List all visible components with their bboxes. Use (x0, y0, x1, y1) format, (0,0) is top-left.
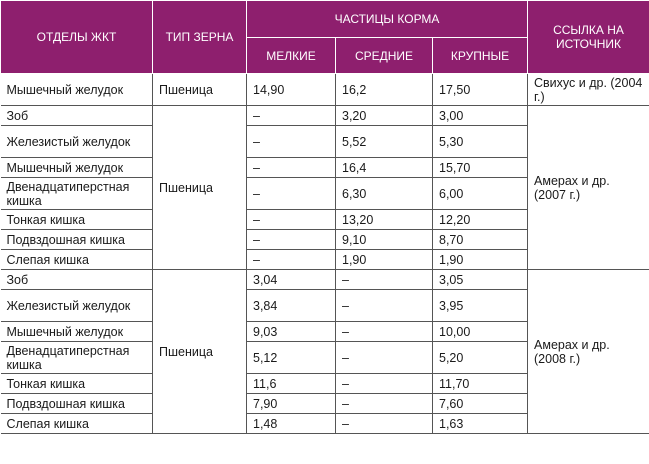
cell-dept: Железистый желудок (1, 290, 153, 322)
header-small: МЕЛКИЕ (247, 38, 336, 74)
cell-large: 8,70 (433, 230, 528, 250)
cell-small: – (247, 230, 336, 250)
cell-medium: – (336, 342, 433, 374)
cell-ref: Свихус и др. (2004 г.) (528, 74, 649, 106)
cell-small: 11,6 (247, 374, 336, 394)
table-row (1, 270, 649, 290)
header-dept: ОТДЕЛЫ ЖКТ (1, 1, 153, 74)
cell-small: 9,03 (247, 322, 336, 342)
cell-dept: Двенадцатиперстная кишка (1, 178, 153, 210)
cell-small: 3,84 (247, 290, 336, 322)
cell-ref: Амерах и др. (2007 г.) (528, 106, 649, 270)
cell-dept: Мышечный желудок (1, 322, 153, 342)
cell-small: 5,12 (247, 342, 336, 374)
cell-grain: Пшеница (153, 270, 247, 434)
cell-small: – (247, 250, 336, 270)
cell-dept: Двенадцатиперстная кишка (1, 342, 153, 374)
table-body (1, 74, 649, 434)
table-header (1, 1, 649, 74)
cell-small: 7,90 (247, 394, 336, 414)
cell-grain: Пшеница (153, 106, 247, 270)
cell-medium: 16,4 (336, 158, 433, 178)
cell-large: 6,00 (433, 178, 528, 210)
cell-small: 3,04 (247, 270, 336, 290)
cell-medium: 13,20 (336, 210, 433, 230)
cell-ref: Амерах и др. (2008 г.) (528, 270, 649, 434)
cell-large: 1,63 (433, 414, 528, 434)
cell-dept: Слепая кишка (1, 250, 153, 270)
cell-dept: Подвздошная кишка (1, 230, 153, 250)
cell-large: 3,00 (433, 106, 528, 126)
cell-large: 5,30 (433, 126, 528, 158)
cell-small: – (247, 106, 336, 126)
cell-large: 3,05 (433, 270, 528, 290)
header-ref: ССЫЛКА НА ИСТОЧНИК (528, 1, 649, 74)
cell-dept: Подвздошная кишка (1, 394, 153, 414)
cell-dept: Тонкая кишка (1, 210, 153, 230)
cell-dept: Мышечный желудок (1, 74, 153, 106)
cell-large: 11,70 (433, 374, 528, 394)
cell-large: 10,00 (433, 322, 528, 342)
cell-large: 17,50 (433, 74, 528, 106)
cell-dept: Мышечный желудок (1, 158, 153, 178)
cell-medium: 3,20 (336, 106, 433, 126)
cell-medium: 9,10 (336, 230, 433, 250)
cell-medium: – (336, 322, 433, 342)
cell-dept: Зоб (1, 270, 153, 290)
cell-small: – (247, 158, 336, 178)
cell-medium: 1,90 (336, 250, 433, 270)
cell-dept: Зоб (1, 106, 153, 126)
table-row (1, 74, 649, 106)
cell-medium: – (336, 374, 433, 394)
cell-large: 1,90 (433, 250, 528, 270)
cell-medium: – (336, 394, 433, 414)
cell-small: – (247, 210, 336, 230)
cell-small: 1,48 (247, 414, 336, 434)
cell-dept: Слепая кишка (1, 414, 153, 434)
cell-large: 5,20 (433, 342, 528, 374)
header-medium: СРЕДНИЕ (336, 38, 433, 74)
table-row (1, 106, 649, 126)
cell-medium: 16,2 (336, 74, 433, 106)
cell-small: – (247, 178, 336, 210)
cell-large: 15,70 (433, 158, 528, 178)
header-large: КРУПНЫЕ (433, 38, 528, 74)
cell-grain: Пшеница (153, 74, 247, 106)
cell-medium: – (336, 414, 433, 434)
cell-dept: Тонкая кишка (1, 374, 153, 394)
cell-medium: 6,30 (336, 178, 433, 210)
cell-large: 7,60 (433, 394, 528, 414)
cell-large: 12,20 (433, 210, 528, 230)
cell-dept: Железистый желудок (1, 126, 153, 158)
header-grain: ТИП ЗЕРНА (153, 1, 247, 74)
cell-medium: – (336, 290, 433, 322)
cell-small: 14,90 (247, 74, 336, 106)
cell-medium: – (336, 270, 433, 290)
header-particles: ЧАСТИЦЫ КОРМА (247, 1, 528, 38)
cell-large: 3,95 (433, 290, 528, 322)
cell-small: – (247, 126, 336, 158)
cell-medium: 5,52 (336, 126, 433, 158)
